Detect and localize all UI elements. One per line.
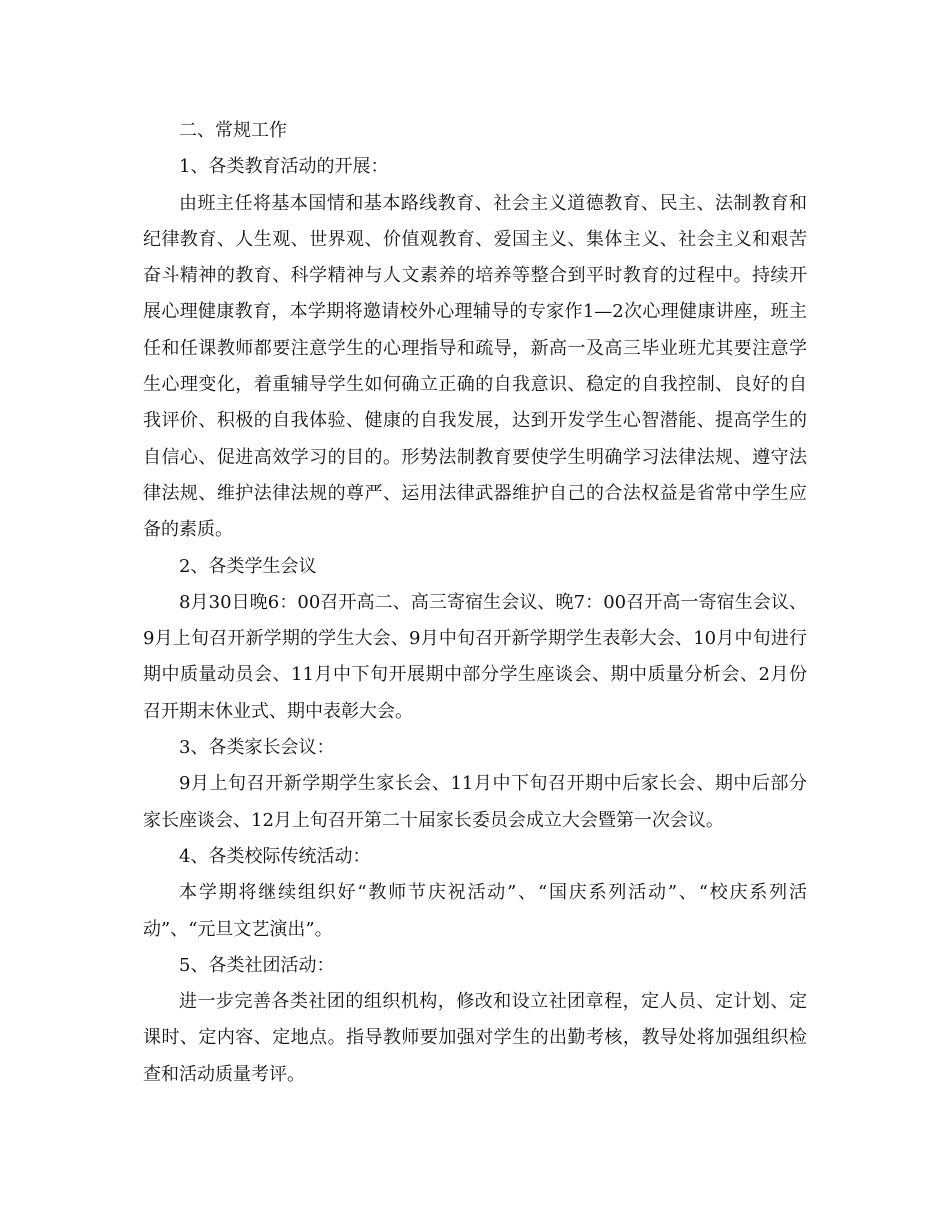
subheading-club-activities: 5、各类社团活动： [179,954,335,976]
subheading-student-meetings: 2、各类学生会议 [179,555,317,577]
section-heading: 二、常规工作 [179,120,287,141]
paragraph-education-activities: 由班主任将基本国情和基本路线教育、社会主义道德教育、民主、法制教育和纪律教育、人生观、世界观、价值观教育、爱国主义、集体主义、社会主义和艰苦奋斗精神的教育、科学精神与人文素养的培养等整合到平时教育的过程中。持续开展心理健康教育，本学期将邀请校外心理辅导的专家作1—2次心理健康讲座，班主任和任课教师都要注意学生的心理指导和疏导，新高一及高三毕业班尤其要注意学生心理变化，着重辅导学生如何确立正确的自我意识、稳定的自我控制、良好的自我评价、积极的自我体验、健康的自我发展，达到开发学生心智潜能、提高学生的自信心、促进高效学习的目的。形势法制教育要使学生明确学习法律法规、遵守法律法规、维护法律法规的尊严、运用法律武器维护自己的合法权益是省常中学生应备的素质。 [143,192,807,541]
document-body [143,113,807,1093]
subheading-traditional-activities: 4、各类校际传统活动： [179,845,371,867]
subheading-parent-meetings: 3、各类家长会议： [179,737,335,759]
subheading-education-activities: 1、各类教育活动的开展： [179,156,389,178]
paragraph-student-meetings: 8月30日晚6：00召开高二、高三寄宿生会议、晚7：00召开高一寄宿生会议、9月上旬召开新学期的学生大会、9月中旬召开新学期学生表彰大会、10月中旬进行期中质量动员会、11月中下旬开展期中部分学生座谈会、期中质量分析会、2月份召开期末休业式、期中表彰大会。 [143,591,807,722]
paragraph-traditional-activities: 本学期将继续组织好“教师节庆祝活动”、“国庆系列活动”、“校庆系列活动”、“元旦文艺演出”。 [143,882,807,940]
paragraph-parent-meetings: 9月上旬召开新学期学生家长会、11月中下旬召开期中后家长会、期中后部分家长座谈会、12月上旬召开第二十届家长委员会成立大会暨第一次会议。 [143,773,807,831]
paragraph-club-activities: 进一步完善各类社团的组织机构，修改和设立社团章程，定人员、定计划、定课时、定内容、定地点。指导教师要加强对学生的出勤考核，教导处将加强组织检查和活动质量考评。 [143,991,807,1085]
